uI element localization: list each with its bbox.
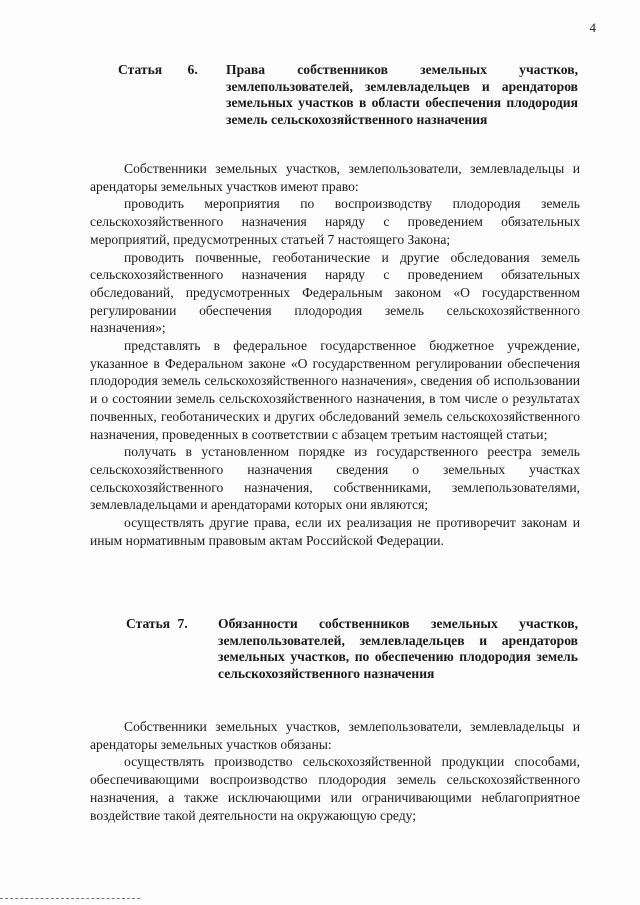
article-6-paragraph: осуществлять другие права, если их реализация не противоречит законам и иным нормативным правовым актам Российской Федерации. bbox=[90, 515, 580, 548]
article-6-number: Статья 6. bbox=[118, 62, 198, 77]
article-7-number: Статья 7. bbox=[126, 616, 188, 631]
article-7-body bbox=[90, 718, 580, 824]
article-6-paragraph: получать в установленном порядке из государственного реестра земель сельскохозяйственного назначения сведения о земельных участках сельскохозяйственного назначения, собственниками, землепользователями, землевладельцами и арендаторами которых они являются; bbox=[90, 444, 580, 513]
article-6-paragraph: проводить почвенные, геоботанические и другие обследования земель сельскохозяйственного назначения наряду с проведением обязательных обследований, предусмотренных Федеральным законом «О государственном регулировании обеспечения плодородия земель сельскохозяйственного назначения»; bbox=[90, 249, 580, 336]
article-7-heading bbox=[126, 616, 578, 682]
footer-scan-line bbox=[0, 898, 140, 899]
article-6-paragraph: Собственники земельных участков, землепользователи, землевладельцы и арендаторы земельных участков имеют право: bbox=[90, 161, 580, 194]
article-7-title: Обязанности собственников земельных участков, землепользователей, землевладельцев и арендаторов земельных участков, по обеспечению плодородия земель сельскохозяйственного назначения bbox=[218, 616, 578, 681]
article-7-paragraph: Собственники земельных участков, землепользователи, землевладельцы и арендаторы земельных участков обязаны: bbox=[90, 719, 580, 752]
article-6-paragraph: проводить мероприятия по воспроизводству плодородия земель сельскохозяйственного назначения наряду с проведением обязательных мероприятий, предусмотренных статьей 7 настоящего Закона; bbox=[90, 196, 580, 247]
article-7-paragraph: осуществлять производство сельскохозяйственной продукции способами, обеспечивающими воспроизводство плодородия земель сельскохозяйственного назначения, а также исключающими или ограничивающими неблагоприятное воздействие такой деятельности на окружающую среду; bbox=[90, 754, 580, 823]
article-6-title: Права собственников земельных участков, землепользователей, землевладельцев и арендаторов земельных участков в области обеспечения плодородия земель сельскохозяйственного назначения bbox=[226, 62, 578, 127]
article-6-paragraph: представлять в федеральное государственное бюджетное учреждение, указанное в Федеральном законе «О государственном регулировании обеспечения плодородия земель сельскохозяйственного назначения», сведения об использовании и о состоянии земель сельскохозяйственного назначения, в том числе о результатах почвенных, геоботанических и других обследований земель сельскохозяйственного назначения, проведенных в соответствии с абзацем третьим настоящей статьи; bbox=[90, 338, 580, 442]
article-6-heading bbox=[118, 62, 578, 128]
article-6-body bbox=[90, 160, 580, 549]
page-number: 4 bbox=[589, 20, 596, 35]
